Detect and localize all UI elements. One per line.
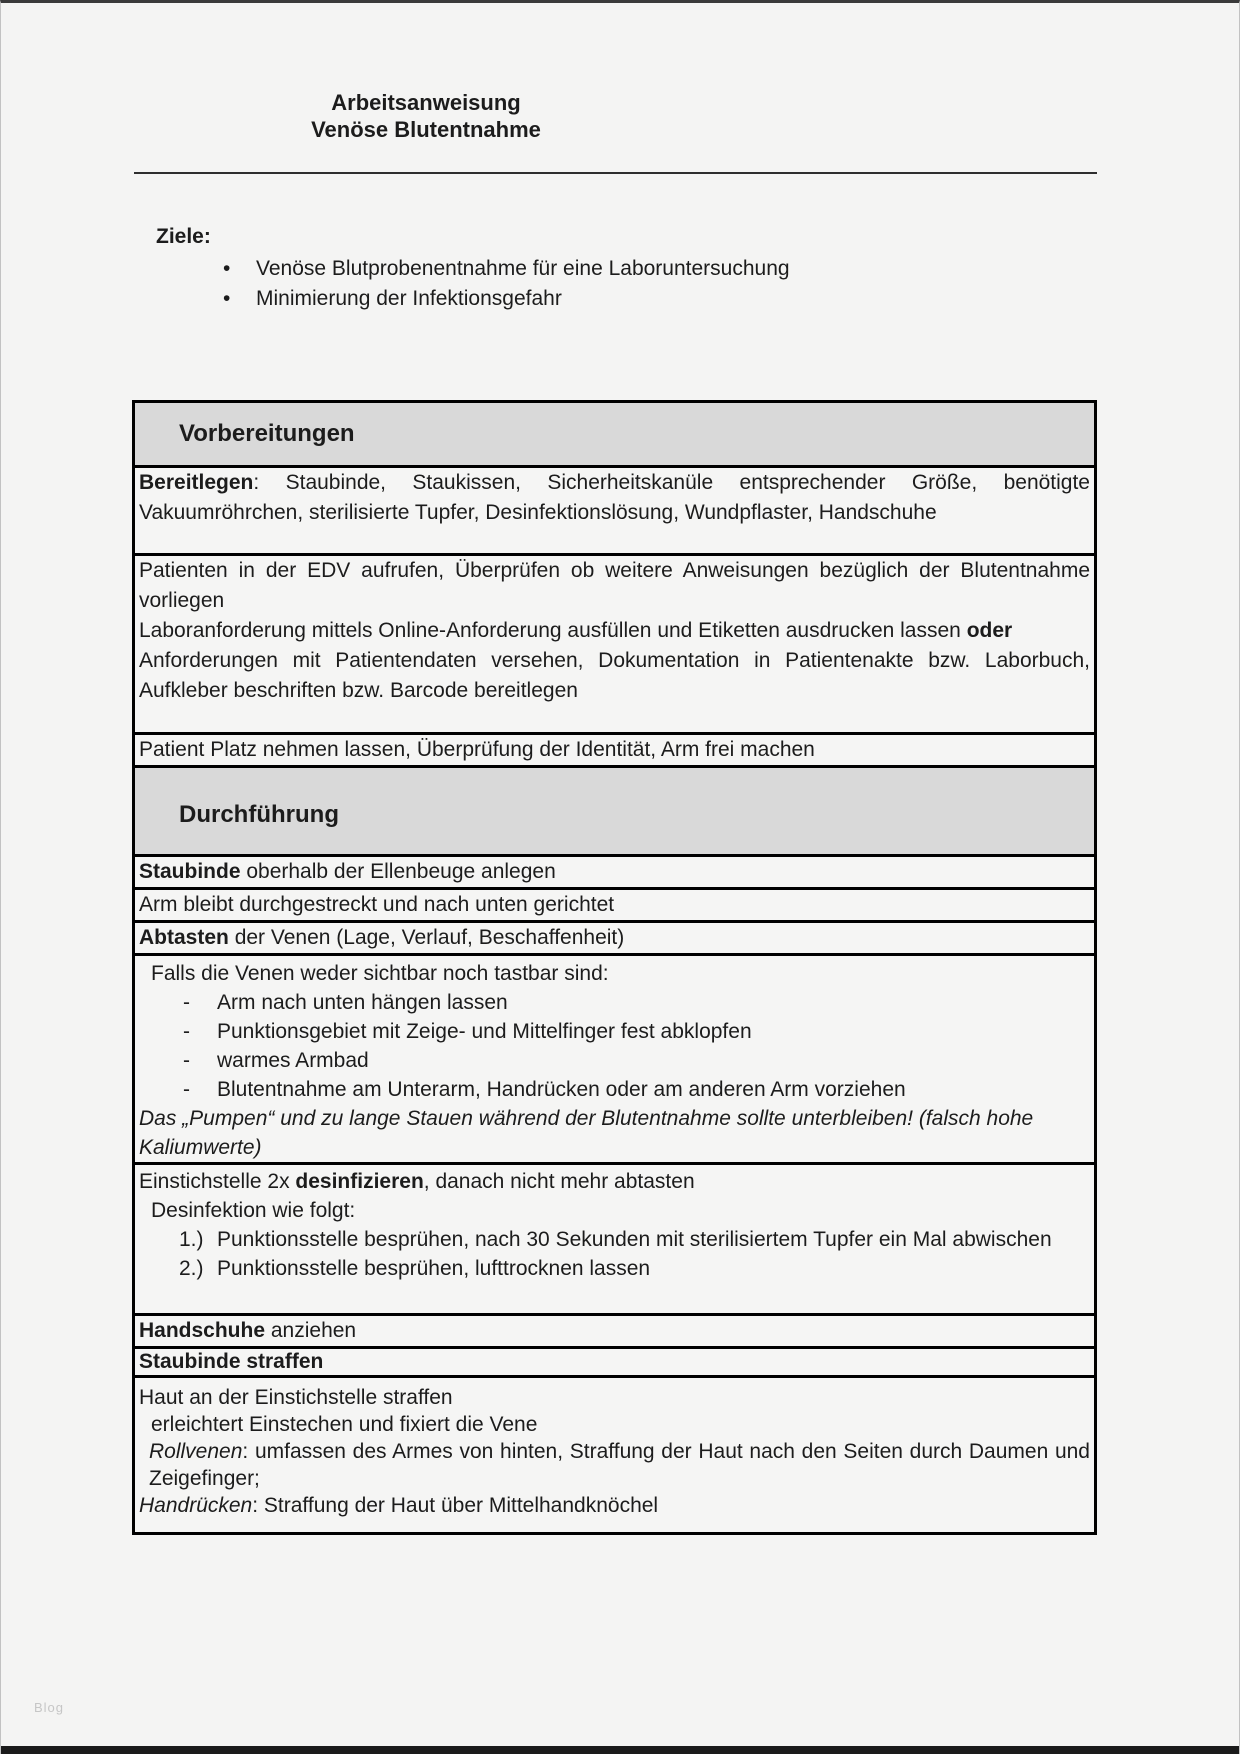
title-line-1: Arbeitsanweisung [331,90,521,115]
venen-item [139,1017,1090,1046]
list-number: 2.) [179,1257,204,1280]
row-bereitlegen [135,465,1094,553]
haut-line-3 [139,1438,1090,1492]
row-handschuhe-text: anziehen [265,1319,357,1342]
document-title [136,89,716,143]
row-abtasten-text: der Venen (Lage, Verlauf, Beschaffenheit) [228,926,625,949]
row-bereitlegen-lead: Bereitlegen [139,471,254,494]
goal-item [223,284,1043,314]
row-desinfektion [135,1162,1094,1313]
venen-item [139,988,1090,1017]
bottom-scan-bar [1,1746,1240,1754]
desinf-lead [139,1167,1090,1196]
row-bereitlegen-text: : Staubinde, Staukissen, Sicherheitskanüle entsprechender Größe, benötigte Vakuumröhrchen, sterilisierte Tupfer, Desinfektionslösung, Wundpflaster, Handschuhe [139,471,1090,524]
list-number: 1.) [179,1228,204,1251]
dash-icon: - [183,1078,190,1101]
row-staubinde-straffen: Staubinde straffen [135,1346,1094,1375]
title-line-2: Venöse Blutentnahme [311,117,541,142]
title-divider [134,172,1097,174]
row-handschuhe [135,1313,1094,1346]
haut-line-2: erleichtert Einstechen und fixiert die Vene [151,1413,538,1436]
section-header-vorbereitungen: Vorbereitungen [135,403,1094,465]
row-haut-straffen [135,1375,1094,1532]
desinf-lead-bold: desinfizieren [295,1170,424,1193]
goal-text: Minimierung der Infektionsgefahr [256,287,562,310]
desinf-lead-pre: Einstichstelle 2x [139,1170,296,1193]
dash-icon: - [183,991,190,1014]
row-staubinde-bold: Staubinde [139,860,241,883]
venen-item-text: Blutentnahme am Unterarm, Handrücken oder am anderen Arm vorziehen [217,1078,906,1101]
venen-note: Das „Pumpen“ und zu lange Stauen während der Blutentnahme sollte unterbleiben! (falsch hohe Kaliumwerte) [139,1107,1034,1159]
goal-item [223,254,1043,284]
row-arm-gestreckt: Arm bleibt durchgestreckt und nach unten gerichtet [135,887,1094,920]
row-abtasten-bold: Abtasten [139,926,229,949]
row-staubinde-anlegen [135,854,1094,887]
row-patient-platz: Patient Platz nehmen lassen, Überprüfung der Identität, Arm frei machen [135,732,1094,765]
desinf-lead-post: , danach nicht mehr abtasten [423,1170,695,1193]
haut-line-4 [139,1492,1090,1519]
row-handschuhe-bold: Handschuhe [139,1319,266,1342]
row-edv-p2-text: Laboranforderung mittels Online-Anforderung ausfüllen und Etiketten ausdrucken lassen [139,619,967,642]
row-edv [135,553,1094,732]
dash-icon: - [183,1049,190,1072]
haut-line-4-italic: Handrücken [139,1494,253,1517]
venen-item-text: Arm nach unten hängen lassen [217,991,508,1014]
goals-label: Ziele: [156,225,211,248]
bullet-icon: • [223,257,231,280]
row-abtasten [135,920,1094,953]
dash-icon: - [183,1020,190,1043]
row-edv-p2 [139,616,1090,646]
goal-text: Venöse Blutprobenentnahme für eine Laboruntersuchung [256,257,790,280]
venen-item [139,1046,1090,1075]
haut-line-4-text: : Straffung der Haut über Mittelhandknöchel [252,1494,659,1517]
watermark-text: Blog [34,1700,65,1715]
haut-line-1: Haut an der Einstichstelle straffen [139,1386,453,1409]
venen-item-text: warmes Armbad [217,1049,369,1072]
desinf-item-2 [139,1254,1090,1283]
venen-item [139,1075,1090,1104]
desinf-item-2-text: Punktionsstelle besprühen, lufttrocknen lassen [217,1257,651,1280]
venen-item-text: Punktionsgebiet mit Zeige- und Mittelfinger fest abklopfen [217,1020,752,1043]
desinf-item-1-text: Punktionsstelle besprühen, nach 30 Sekunden mit sterilisiertem Tupfer ein Mal abwischen [217,1228,1052,1251]
row-edv-p3: Anforderungen mit Patientendaten versehen, Dokumentation in Patientenakte bzw. Laborbuch, Aufkleber beschriften bzw. Barcode bereitlegen [139,649,1090,702]
row-staubinde-text: oberhalb der Ellenbeuge anlegen [240,860,556,883]
haut-line-3-italic: Rollvenen [149,1440,243,1463]
row-venen-fallback [135,953,1094,1162]
haut-line-3-text: : umfassen des Armes von hinten, Straffung der Haut nach den Seiten durch Daumen und Zeigefinger; [149,1440,1090,1490]
section-header-durchfuehrung: Durchführung [135,765,1094,854]
desinf-sub: Desinfektion wie folgt: [151,1199,356,1222]
bullet-icon: • [223,287,231,310]
desinf-item-1 [139,1225,1090,1254]
row-edv-p1: Patienten in der EDV aufrufen, Überprüfen ob weitere Anweisungen bezüglich der Blutentnahme vorliegen [139,559,1090,612]
row-edv-p2-bold: oder [966,619,1013,642]
goals-list [223,254,1043,314]
venen-intro: Falls die Venen weder sichtbar noch tastbar sind: [151,962,609,985]
instruction-table [132,400,1097,1535]
